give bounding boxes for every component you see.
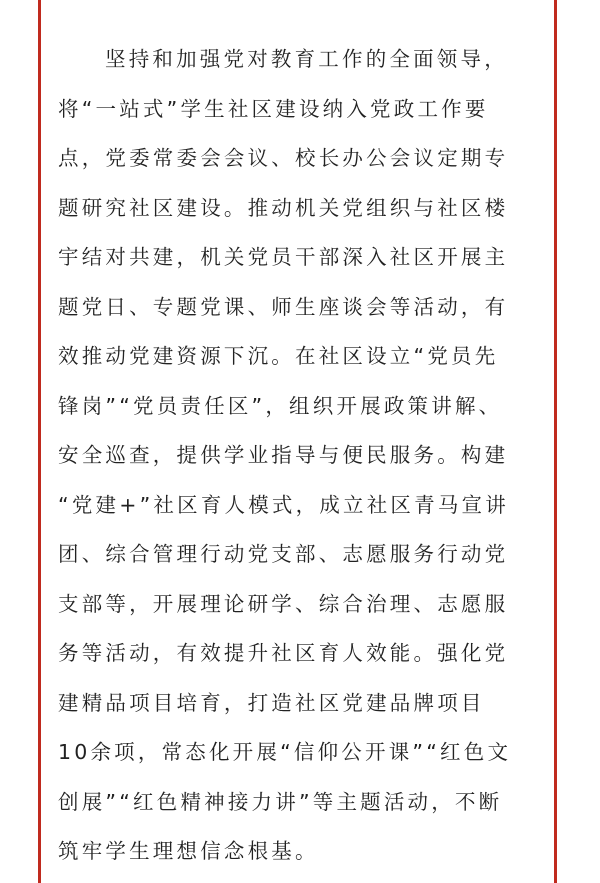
paragraph-line: 题研究社区建设。推动机关党组织与社区楼 [58, 195, 509, 220]
paragraph-line: 锋岗”“党员责任区”，组织开展政策讲解、 [58, 393, 503, 418]
paragraph-line: 安全巡查，提供学业指导与便民服务。构建 [58, 443, 509, 467]
paragraph-line: 将“一站式”学生社区建设纳入党政工作要 [58, 96, 489, 121]
paragraph-line: 题党日、专题党课、师生座谈会等活动，有 [58, 294, 509, 319]
paragraph-line: 宇结对共建，机关党员干部深入社区开展主 [58, 245, 509, 269]
paragraph-line: 务等活动，有效提升社区育人效能。强化党 [58, 641, 509, 665]
paragraph-line: 建精品项目培育，打造社区党建品牌项目 [58, 690, 485, 715]
paragraph-line: 点，党委常委会会议、校长办公会议定期专 [58, 146, 509, 170]
paragraph-line: 筑牢学生理想信念根基。 [58, 839, 319, 863]
article-body [58, 35, 543, 877]
paragraph-line: 10余项，常态化开展“信仰公开课”“红色文 [58, 740, 512, 764]
paragraph-line: 创展”“红色精神接力讲”等主题活动，不断 [58, 789, 503, 814]
paragraph-line: 支部等，开展理论研学、综合治理、志愿服 [58, 591, 509, 616]
paragraph-line: 效推动党建资源下沉。在社区设立“党员先 [58, 344, 499, 368]
paragraph-line: 团、综合管理行动党支部、志愿服务行动党 [58, 542, 509, 566]
paragraph-line: 坚持和加强党对教育工作的全面领导， [105, 47, 508, 71]
paragraph-line: “党建+”社区育人模式，成立社区青马宣讲 [58, 492, 509, 517]
